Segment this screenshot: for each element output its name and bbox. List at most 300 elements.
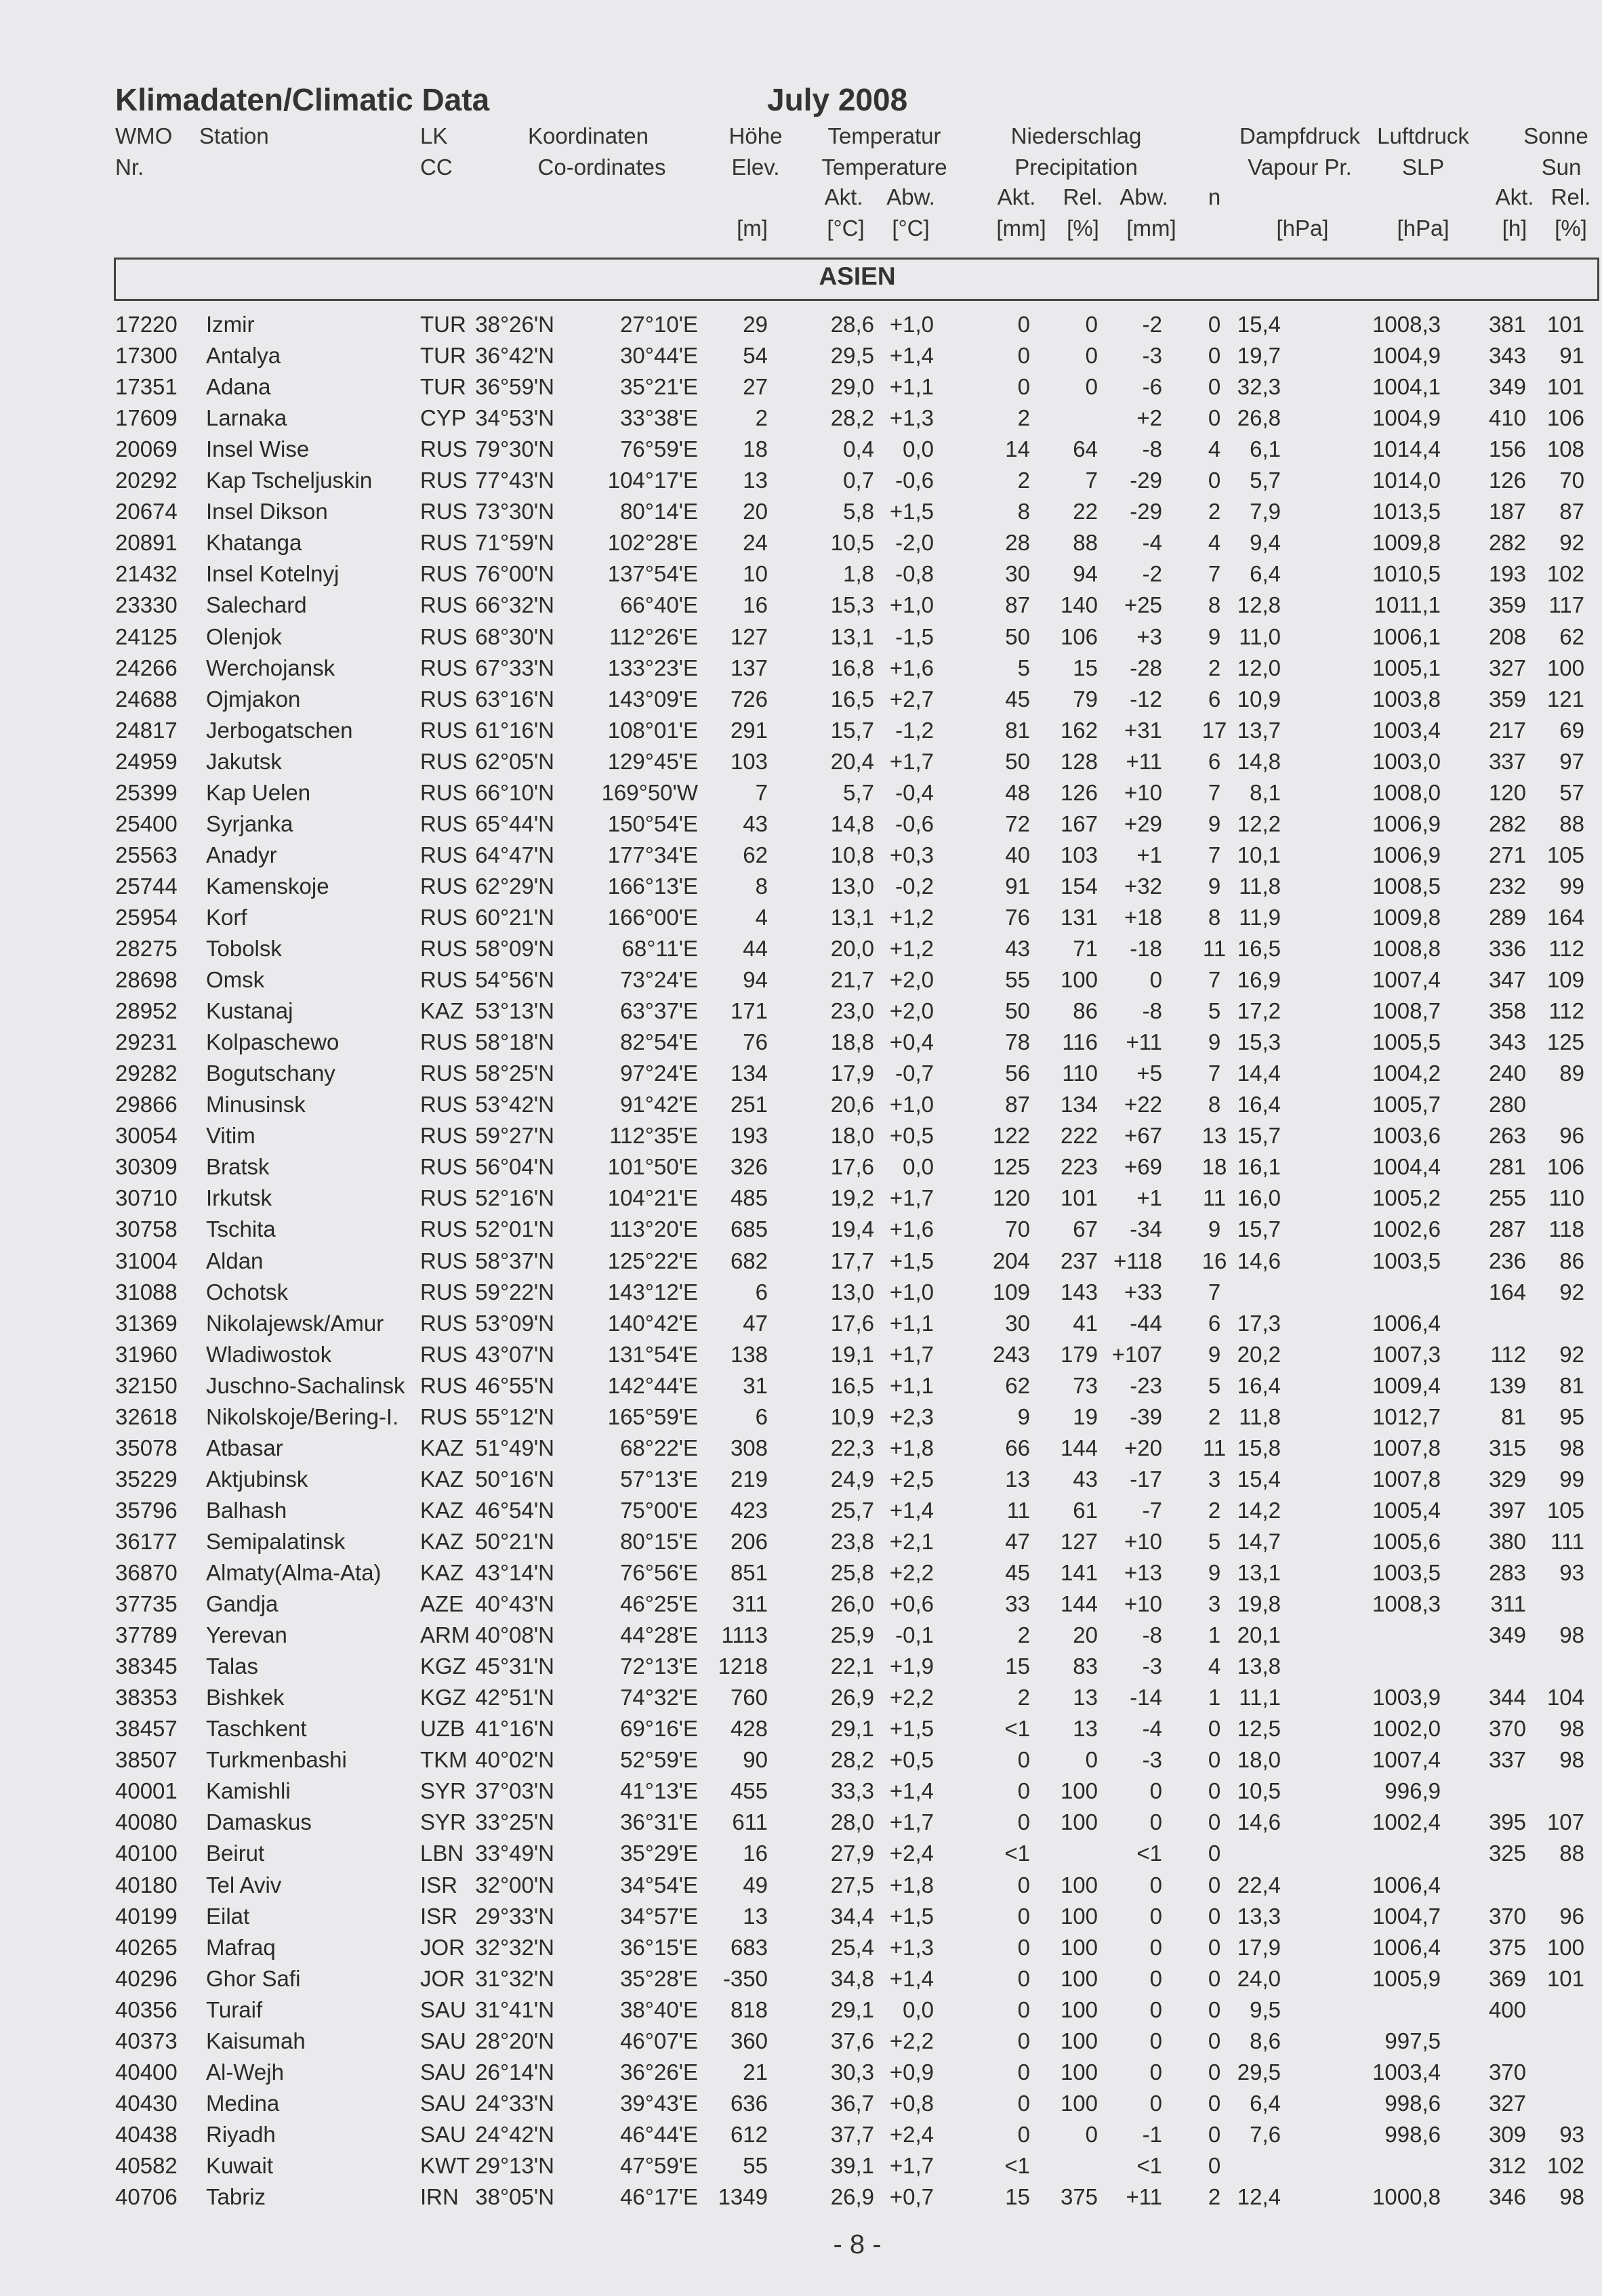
prec-abw: -44 bbox=[1130, 1310, 1162, 1336]
sun-akt: 271 bbox=[1488, 842, 1526, 867]
country-code: UZB bbox=[420, 1716, 465, 1742]
vapour-pressure: 17,2 bbox=[1237, 998, 1281, 1024]
station-name: Tschita bbox=[206, 1216, 276, 1242]
longitude: 75°00'E bbox=[620, 1497, 698, 1523]
longitude: 80°14'E bbox=[620, 499, 698, 525]
table-row bbox=[0, 2057, 1602, 2088]
country-code: RUS bbox=[420, 1092, 468, 1118]
prec-rel: 103 bbox=[1060, 842, 1098, 867]
elevation: 685 bbox=[730, 1216, 768, 1242]
wmo-nr: 40430 bbox=[115, 2090, 178, 2116]
sun-akt: 358 bbox=[1488, 998, 1526, 1024]
wmo-nr: 23330 bbox=[115, 592, 178, 618]
station-name: Jakutsk bbox=[206, 748, 282, 774]
header-prec-abw-unit: [mm] bbox=[1126, 216, 1176, 241]
sea-level-pressure: 1014,4 bbox=[1372, 436, 1441, 462]
temp-akt: 29,1 bbox=[830, 1996, 874, 2022]
header-dampfdruck: Dampfdruck bbox=[1239, 123, 1360, 148]
sea-level-pressure: 1009,8 bbox=[1372, 530, 1441, 556]
prec-akt: 70 bbox=[1005, 1216, 1030, 1242]
sun-rel: 99 bbox=[1559, 873, 1584, 899]
table-row bbox=[0, 1308, 1602, 1339]
sun-akt: 395 bbox=[1488, 1809, 1526, 1835]
table-row bbox=[0, 1464, 1602, 1495]
month-title: July 2008 bbox=[767, 82, 908, 117]
table-row bbox=[0, 1120, 1602, 1151]
prec-abw: +69 bbox=[1124, 1154, 1162, 1180]
latitude: 40°43'N bbox=[475, 1591, 554, 1617]
prec-rel: 7 bbox=[1085, 468, 1098, 493]
prec-akt: 0 bbox=[1017, 1996, 1030, 2022]
elevation: 90 bbox=[743, 1747, 768, 1773]
header-prec-n: n bbox=[1208, 184, 1221, 209]
table-row bbox=[0, 496, 1602, 527]
header-temperature: Temperature bbox=[821, 155, 947, 180]
country-code: KAZ bbox=[420, 1528, 464, 1554]
longitude: 137°54'E bbox=[607, 561, 698, 587]
temp-akt: 13,0 bbox=[830, 1279, 874, 1305]
prec-abw: +107 bbox=[1111, 1341, 1162, 1367]
longitude: 72°13'E bbox=[620, 1654, 698, 1679]
country-code: RUS bbox=[420, 1185, 468, 1211]
header-nr: Nr. bbox=[115, 155, 144, 180]
elevation: 1113 bbox=[721, 1622, 768, 1648]
header-temp-abw: Abw. bbox=[886, 184, 935, 209]
country-code: RUS bbox=[420, 655, 468, 680]
station-name: Werchojansk bbox=[206, 655, 335, 680]
vapour-pressure: 16,9 bbox=[1237, 967, 1281, 993]
latitude: 59°22'N bbox=[475, 1279, 554, 1305]
table-row bbox=[0, 1901, 1602, 1932]
wmo-nr: 31088 bbox=[115, 1279, 178, 1305]
wmo-nr: 20891 bbox=[115, 530, 178, 556]
prec-abw: -39 bbox=[1130, 1403, 1162, 1429]
longitude: 68°22'E bbox=[620, 1435, 698, 1460]
sun-rel: 101 bbox=[1546, 1965, 1584, 1991]
prec-rel: 86 bbox=[1073, 998, 1098, 1024]
prec-days: 0 bbox=[1208, 1965, 1221, 1991]
station-name: Syrjanka bbox=[206, 811, 293, 836]
station-name: Tel Aviv bbox=[206, 1872, 282, 1898]
sea-level-pressure: 1003,8 bbox=[1372, 686, 1441, 712]
station-name: Izmir bbox=[206, 312, 255, 337]
country-code: SYR bbox=[420, 1809, 466, 1835]
header-cc: CC bbox=[420, 155, 453, 180]
latitude: 37°03'N bbox=[475, 1778, 554, 1804]
latitude: 66°32'N bbox=[475, 592, 554, 618]
temp-akt: 13,0 bbox=[830, 873, 874, 899]
prec-days: 0 bbox=[1208, 1747, 1221, 1773]
vapour-pressure: 19,7 bbox=[1237, 343, 1281, 369]
temp-akt: 13,1 bbox=[830, 904, 874, 930]
prec-rel: 144 bbox=[1060, 1591, 1098, 1617]
vapour-pressure: 12,5 bbox=[1237, 1716, 1281, 1742]
header-slp-unit: [hPa] bbox=[1397, 216, 1450, 241]
longitude: 69°16'E bbox=[620, 1716, 698, 1742]
wmo-nr: 17351 bbox=[115, 374, 178, 400]
longitude: 143°09'E bbox=[607, 686, 698, 712]
sun-akt: 346 bbox=[1488, 2184, 1526, 2209]
latitude: 24°42'N bbox=[475, 2121, 554, 2147]
header-temp-akt: Akt. bbox=[824, 184, 863, 209]
temp-abw: +2,0 bbox=[889, 998, 934, 1024]
longitude: 46°25'E bbox=[620, 1591, 698, 1617]
sun-rel: 106 bbox=[1546, 1154, 1584, 1180]
country-code: RUS bbox=[420, 811, 468, 836]
temp-abw: +1,1 bbox=[889, 1310, 934, 1336]
prec-abw: +5 bbox=[1136, 1061, 1162, 1086]
temp-akt: 20,6 bbox=[830, 1092, 874, 1118]
table-row bbox=[0, 1713, 1602, 1744]
temp-abw: 0,0 bbox=[903, 436, 934, 462]
elevation: 683 bbox=[730, 1934, 768, 1960]
prec-akt: 87 bbox=[1005, 1092, 1030, 1118]
latitude: 33°49'N bbox=[475, 1841, 554, 1866]
prec-rel: 100 bbox=[1060, 1903, 1098, 1929]
prec-days: 0 bbox=[1208, 1872, 1221, 1898]
elevation: 43 bbox=[743, 811, 768, 836]
header-sun-rel: Rel. bbox=[1550, 184, 1591, 209]
temp-akt: 37,7 bbox=[830, 2121, 874, 2147]
longitude: 41°13'E bbox=[620, 1778, 698, 1804]
wmo-nr: 28698 bbox=[115, 967, 178, 993]
prec-days: 7 bbox=[1208, 967, 1221, 993]
sea-level-pressure: 1007,3 bbox=[1372, 1341, 1441, 1367]
prec-days: 0 bbox=[1208, 343, 1221, 369]
temp-akt: 20,4 bbox=[830, 748, 874, 774]
sun-rel: 98 bbox=[1559, 1435, 1584, 1460]
sea-level-pressure: 1006,9 bbox=[1372, 842, 1441, 867]
longitude: 125°22'E bbox=[607, 1248, 698, 1273]
longitude: 33°38'E bbox=[620, 405, 698, 431]
sun-akt: 156 bbox=[1488, 436, 1526, 462]
wmo-nr: 25563 bbox=[115, 842, 178, 867]
header-sun-akt: Akt. bbox=[1495, 184, 1534, 209]
prec-akt: 47 bbox=[1005, 1528, 1030, 1554]
prec-akt: 66 bbox=[1005, 1435, 1030, 1460]
wmo-nr: 40582 bbox=[115, 2152, 178, 2178]
elevation: 455 bbox=[730, 1778, 768, 1804]
prec-rel: 167 bbox=[1060, 811, 1098, 836]
prec-akt: 0 bbox=[1017, 374, 1030, 400]
prec-akt: <1 bbox=[1004, 1716, 1030, 1742]
country-code: RUS bbox=[420, 686, 468, 712]
sun-akt: 359 bbox=[1488, 686, 1526, 712]
longitude: 35°28'E bbox=[620, 1965, 698, 1991]
temp-abw: -0,6 bbox=[895, 811, 934, 836]
sun-akt: 309 bbox=[1488, 2121, 1526, 2147]
table-row bbox=[0, 1027, 1602, 1058]
longitude: 140°42'E bbox=[607, 1310, 698, 1336]
table-row bbox=[0, 1682, 1602, 1713]
sun-rel: 118 bbox=[1548, 1216, 1584, 1242]
elevation: 13 bbox=[743, 468, 768, 493]
prec-abw: +11 bbox=[1126, 748, 1162, 774]
sea-level-pressure: 996,9 bbox=[1384, 1778, 1441, 1804]
longitude: 112°26'E bbox=[609, 623, 698, 649]
temp-akt: 20,0 bbox=[830, 936, 874, 961]
prec-akt: 120 bbox=[992, 1185, 1030, 1211]
sun-akt: 139 bbox=[1488, 1372, 1526, 1398]
prec-akt: 2 bbox=[1017, 1622, 1030, 1648]
station-name: Wladiwostok bbox=[206, 1341, 332, 1367]
table-row bbox=[0, 2150, 1602, 2181]
prec-days: 2 bbox=[1208, 655, 1221, 680]
header-precipitation: Precipitation bbox=[1014, 155, 1138, 180]
sun-rel: 106 bbox=[1546, 405, 1584, 431]
table-row bbox=[0, 1246, 1602, 1277]
prec-akt: 30 bbox=[1005, 1310, 1030, 1336]
elevation: 10 bbox=[743, 561, 768, 587]
vapour-pressure: 7,6 bbox=[1250, 2121, 1281, 2147]
wmo-nr: 31960 bbox=[115, 1341, 178, 1367]
vapour-pressure: 12,4 bbox=[1237, 2184, 1281, 2209]
prec-akt: 5 bbox=[1017, 655, 1030, 680]
station-name: Almaty(Alma-Ata) bbox=[206, 1560, 382, 1585]
prec-abw: 0 bbox=[1149, 1996, 1162, 2022]
header-elev: Elev. bbox=[731, 155, 780, 180]
header-sun-akt-unit: [h] bbox=[1502, 216, 1527, 241]
sun-akt: 370 bbox=[1488, 2059, 1526, 2085]
temp-akt: 25,9 bbox=[830, 1622, 874, 1648]
prec-akt: 15 bbox=[1005, 1654, 1030, 1679]
country-code: RUS bbox=[420, 1123, 468, 1149]
sun-akt: 381 bbox=[1488, 312, 1526, 337]
temp-akt: 25,8 bbox=[830, 1560, 874, 1585]
wmo-nr: 24959 bbox=[115, 748, 178, 774]
elevation: 6 bbox=[755, 1403, 768, 1429]
temp-abw: +2,5 bbox=[889, 1466, 934, 1492]
sun-rel: 125 bbox=[1546, 1029, 1584, 1055]
prec-akt: 14 bbox=[1005, 436, 1030, 462]
elevation: 16 bbox=[743, 1841, 768, 1866]
wmo-nr: 17220 bbox=[115, 312, 178, 337]
prec-akt: 33 bbox=[1005, 1591, 1030, 1617]
temp-abw: +1,0 bbox=[889, 1279, 934, 1305]
wmo-nr: 20674 bbox=[115, 499, 178, 525]
prec-abw: +67 bbox=[1124, 1123, 1162, 1149]
station-name: Medina bbox=[206, 2090, 280, 2116]
temp-akt: 25,4 bbox=[830, 1934, 874, 1960]
prec-rel: 22 bbox=[1073, 499, 1098, 525]
wmo-nr: 24266 bbox=[115, 655, 178, 680]
country-code: RUS bbox=[420, 873, 468, 899]
prec-rel: 100 bbox=[1060, 967, 1098, 993]
temp-akt: 16,5 bbox=[830, 1372, 874, 1398]
prec-akt: 0 bbox=[1017, 2090, 1030, 2116]
temp-abw: +1,5 bbox=[889, 499, 934, 525]
latitude: 62°29'N bbox=[475, 873, 554, 899]
header-prec-akt: Akt. bbox=[997, 184, 1036, 209]
sea-level-pressure: 1004,2 bbox=[1372, 1061, 1441, 1086]
elevation: 49 bbox=[743, 1872, 768, 1898]
country-code: KAZ bbox=[420, 1560, 464, 1585]
vapour-pressure: 14,4 bbox=[1237, 1061, 1281, 1086]
prec-rel: 94 bbox=[1073, 561, 1098, 587]
table-row bbox=[0, 1870, 1602, 1901]
country-code: RUS bbox=[420, 623, 468, 649]
header-temp-abw-unit: [°C] bbox=[892, 216, 930, 241]
sea-level-pressure: 1000,8 bbox=[1372, 2184, 1441, 2209]
longitude: 133°23'E bbox=[607, 655, 698, 680]
prec-days: 11 bbox=[1202, 936, 1227, 961]
longitude: 27°10'E bbox=[620, 312, 698, 337]
sea-level-pressure: 1009,8 bbox=[1372, 904, 1441, 930]
country-code: JOR bbox=[420, 1965, 465, 1991]
latitude: 40°08'N bbox=[475, 1622, 554, 1648]
sun-akt: 397 bbox=[1488, 1497, 1526, 1523]
latitude: 32°32'N bbox=[475, 1934, 554, 1960]
latitude: 62°05'N bbox=[475, 748, 554, 774]
vapour-pressure: 16,4 bbox=[1237, 1372, 1281, 1398]
station-name: Aktjubinsk bbox=[206, 1466, 308, 1492]
temp-abw: +0,6 bbox=[889, 1591, 934, 1617]
prec-days: 0 bbox=[1208, 2059, 1221, 2085]
sea-level-pressure: 998,6 bbox=[1384, 2121, 1441, 2147]
prec-akt: 40 bbox=[1005, 842, 1030, 867]
prec-days: 4 bbox=[1208, 436, 1221, 462]
table-row bbox=[0, 403, 1602, 434]
temp-abw: +0,8 bbox=[889, 2090, 934, 2116]
table-row bbox=[0, 1058, 1602, 1089]
longitude: 74°32'E bbox=[620, 1685, 698, 1710]
elevation: 134 bbox=[730, 1061, 768, 1086]
vapour-pressure: 13,8 bbox=[1237, 1654, 1281, 1679]
table-row bbox=[0, 1963, 1602, 1994]
prec-rel: 67 bbox=[1073, 1216, 1098, 1242]
vapour-pressure: 5,7 bbox=[1250, 468, 1281, 493]
prec-rel: 19 bbox=[1073, 1403, 1098, 1429]
elevation: 311 bbox=[732, 1591, 768, 1617]
prec-abw: +1 bbox=[1136, 842, 1162, 867]
wmo-nr: 40438 bbox=[115, 2121, 178, 2147]
prec-rel: 110 bbox=[1062, 1061, 1098, 1086]
wmo-nr: 17300 bbox=[115, 343, 178, 369]
elevation: 13 bbox=[743, 1903, 768, 1929]
temp-akt: 29,1 bbox=[830, 1716, 874, 1742]
header-coordinates: Co-ordinates bbox=[537, 155, 666, 180]
elevation: 485 bbox=[730, 1185, 768, 1211]
temp-abw: +1,4 bbox=[889, 1778, 934, 1804]
table-row bbox=[0, 621, 1602, 653]
sea-level-pressure: 1005,6 bbox=[1372, 1528, 1441, 1554]
temp-akt: 13,1 bbox=[830, 623, 874, 649]
prec-abw: -2 bbox=[1142, 312, 1162, 337]
table-row bbox=[0, 715, 1602, 746]
prec-days: 0 bbox=[1208, 2121, 1221, 2147]
prec-abw: 0 bbox=[1149, 1965, 1162, 1991]
temp-akt: 27,9 bbox=[830, 1841, 874, 1866]
elevation: 44 bbox=[743, 936, 768, 961]
table-row bbox=[0, 465, 1602, 496]
header-sun: Sun bbox=[1541, 155, 1582, 180]
sun-akt: 327 bbox=[1488, 2090, 1526, 2116]
sun-rel: 96 bbox=[1559, 1903, 1584, 1929]
temp-akt: 10,5 bbox=[830, 530, 874, 556]
vapour-pressure: 32,3 bbox=[1237, 374, 1281, 400]
temp-abw: +1,3 bbox=[889, 1934, 934, 1960]
prec-days: 3 bbox=[1208, 1466, 1221, 1492]
longitude: 97°24'E bbox=[620, 1061, 698, 1086]
station-name: Omsk bbox=[206, 967, 265, 993]
longitude: 35°29'E bbox=[620, 1841, 698, 1866]
temp-abw: +1,0 bbox=[889, 592, 934, 618]
elevation: 4 bbox=[755, 904, 768, 930]
latitude: 65°44'N bbox=[475, 811, 554, 836]
temp-abw: +1,0 bbox=[889, 312, 934, 337]
elevation: 1349 bbox=[718, 2184, 768, 2209]
station-name: Anadyr bbox=[206, 842, 277, 867]
sea-level-pressure: 1002,4 bbox=[1372, 1809, 1441, 1835]
elevation: 1218 bbox=[718, 1654, 768, 1679]
latitude: 58°37'N bbox=[475, 1248, 554, 1273]
temp-abw: +1,1 bbox=[889, 1372, 934, 1398]
latitude: 51°49'N bbox=[475, 1435, 554, 1460]
prec-akt: 0 bbox=[1017, 1965, 1030, 1991]
vapour-pressure: 11,8 bbox=[1239, 873, 1281, 899]
sun-rel: 102 bbox=[1546, 2152, 1584, 2178]
prec-days: 5 bbox=[1208, 1528, 1221, 1554]
prec-rel: 128 bbox=[1060, 748, 1098, 774]
elevation: 726 bbox=[730, 686, 768, 712]
prec-rel: 143 bbox=[1060, 1279, 1098, 1305]
header-prec-rel: Rel. bbox=[1063, 184, 1103, 209]
sea-level-pressure: 1004,4 bbox=[1372, 1154, 1441, 1180]
prec-days: 9 bbox=[1208, 1029, 1221, 1055]
longitude: 80°15'E bbox=[620, 1528, 698, 1554]
temp-abw: +1,5 bbox=[889, 1716, 934, 1742]
sea-level-pressure: 1003,0 bbox=[1372, 748, 1441, 774]
prec-abw: <1 bbox=[1136, 1841, 1162, 1866]
prec-rel: 20 bbox=[1073, 1622, 1098, 1648]
table-row bbox=[0, 840, 1602, 871]
country-code: KWT bbox=[420, 2152, 470, 2178]
prec-akt: 0 bbox=[1017, 2028, 1030, 2053]
country-code: RUS bbox=[420, 1154, 468, 1180]
country-code: KAZ bbox=[420, 1497, 464, 1523]
sea-level-pressure: 1008,5 bbox=[1372, 873, 1441, 899]
header-temperatur: Temperatur bbox=[827, 123, 941, 148]
latitude: 36°42'N bbox=[475, 343, 554, 369]
temp-akt: 28,2 bbox=[830, 405, 874, 431]
prec-days: 17 bbox=[1202, 717, 1227, 743]
header-lk: LK bbox=[420, 123, 448, 148]
temp-abw: +0,7 bbox=[889, 2184, 934, 2209]
sea-level-pressure: 1005,1 bbox=[1372, 655, 1441, 680]
temp-akt: 23,8 bbox=[830, 1528, 874, 1554]
prec-days: 8 bbox=[1208, 1092, 1221, 1118]
prec-rel: 0 bbox=[1085, 2121, 1098, 2147]
country-code: SAU bbox=[420, 2028, 466, 2053]
country-code: ISR bbox=[420, 1872, 458, 1898]
station-name: Insel Dikson bbox=[206, 499, 328, 525]
header-vapour: Vapour Pr. bbox=[1248, 155, 1352, 180]
prec-rel: 141 bbox=[1060, 1560, 1098, 1585]
table-row bbox=[0, 1339, 1602, 1370]
country-code: TUR bbox=[420, 343, 466, 369]
vapour-pressure: 17,9 bbox=[1237, 1934, 1281, 1960]
latitude: 36°59'N bbox=[475, 374, 554, 400]
prec-akt: 0 bbox=[1017, 1747, 1030, 1773]
sea-level-pressure: 1008,0 bbox=[1372, 779, 1441, 805]
vapour-pressure: 17,3 bbox=[1237, 1310, 1281, 1336]
table-row bbox=[0, 1807, 1602, 1838]
station-name: Korf bbox=[206, 904, 247, 930]
longitude: 142°44'E bbox=[607, 1372, 698, 1398]
table-row bbox=[0, 371, 1602, 403]
country-code: RUS bbox=[420, 967, 468, 993]
temp-abw: +1,1 bbox=[889, 374, 934, 400]
